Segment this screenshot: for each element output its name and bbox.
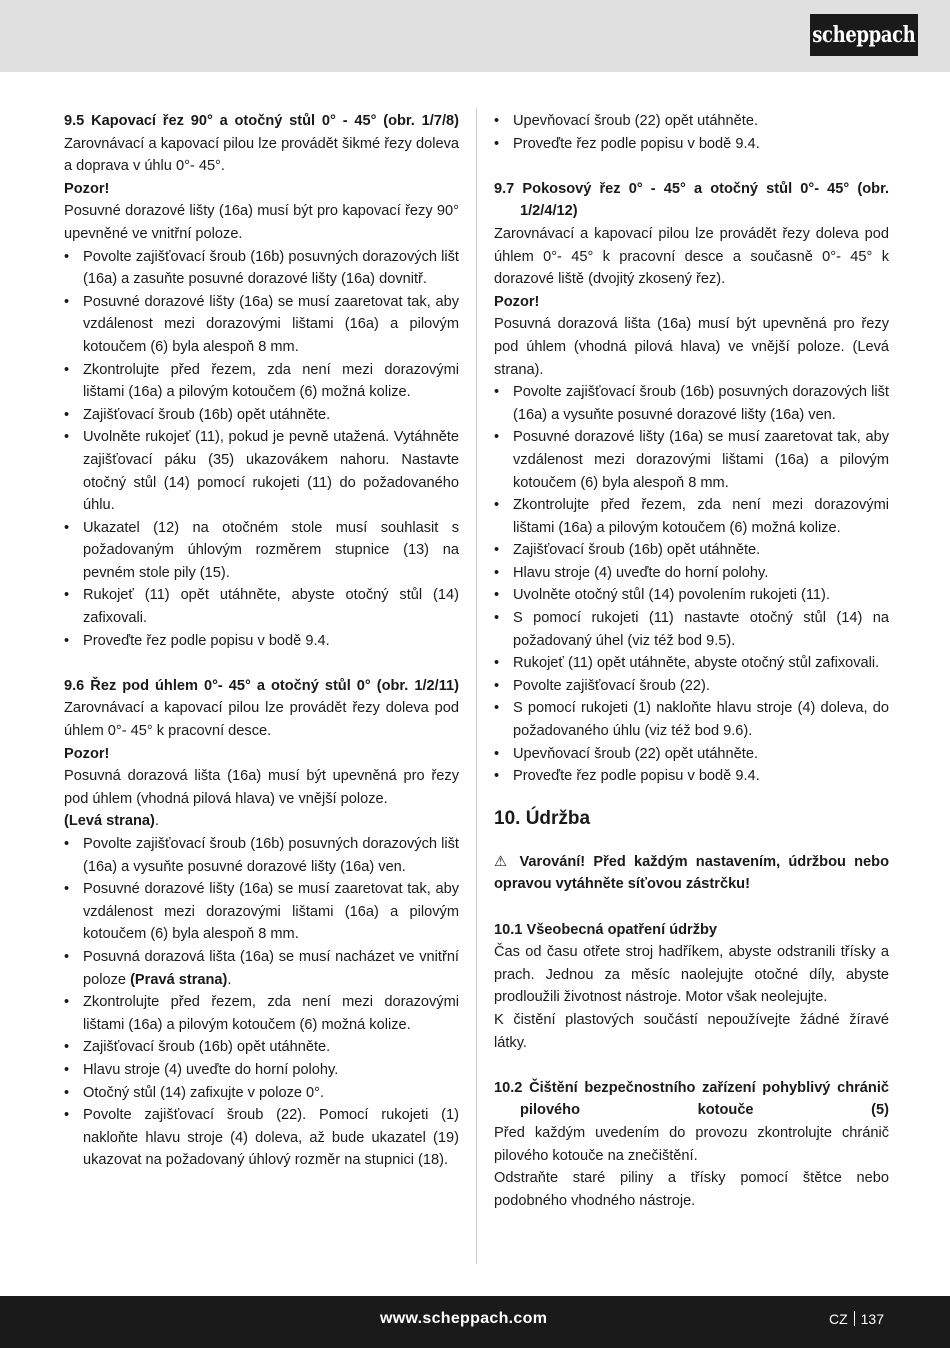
column-divider [476,108,477,1264]
warning-text: Varování! Před každým nastavením, údržbou nebo opravou vytáhněte síťovou zástrčku! [494,853,889,893]
section-9-6-intro: Zarovnávací a kapovací pilou lze provádět řezy doleva pod úhlem 0°- 45° k pracovní desce. [64,700,459,740]
section-9-6-side-note [64,810,459,833]
spacer [64,652,459,675]
section-9-5-intro: Zarovnávací a kapovací pilou lze provádět šikmé řezy doleva a doprava v úhlu 0°- 45°. [64,135,459,175]
section-9-7-caution-label: Pozor! [494,293,540,310]
list-item: • Ukazatel (12) na otočném stole musí souhlasit s požadovaným úhlovým rozměrem stupnice (13) na pevném stole pily (15). [64,517,459,585]
section-9-5-title: 9.5 Kapovací řez 90° a otočný stůl 0° - 45° (obr. 1/7/8) [64,113,459,129]
section-9-7-intro: Zarovnávací a kapovací pilou lze provádět řezy doleva pod úhlem 0°- 45° k pracovní desce a současně 0°- 45° k dorazové liště (dvojitý zkosený řez). [494,225,889,288]
separator [854,1311,855,1326]
left-side-label: (Levá strana) [64,813,155,830]
section-9-5-caution-label: Pozor! [64,180,110,197]
list-item: • Povolte zajišťovací šroub (16b) posuvných dorazových lišt (16a) a vysuňte posuvné dorazové lišty (16a) ven. [494,381,889,426]
section-10-2-paragraph-1: Před každým uvedením do provozu zkontrolujte chránič pilového kotouče na znečištění. [494,1124,889,1164]
list-item: • Posuvné dorazové lišty (16a) se musí zaaretovat tak, aby vzdálenost mezi dorazovými lištami (16a) a pilovým kotoučem (6) byla alespoň 8 mm. [494,426,889,494]
list-item: • Rukojeť (11) opět utáhněte, abyste otočný stůl (14) zafixovali. [64,584,459,629]
page-number: 137 [860,1311,884,1327]
list-item: • Zajišťovací šroub (16b) opět utáhněte. [64,1036,459,1059]
right-side-label: (Pravá strana) [130,971,228,988]
list-item-text-end: . [227,971,232,988]
left-side-dot: . [154,813,159,830]
list-item [64,946,459,991]
list-item: • Povolte zajišťovací šroub (16b) posuvných dorazových lišt (16a) a vysuňte posuvné dorazové lišty (16a) ven. [64,833,459,878]
list-item: • Hlavu stroje (4) uveďte do horní polohy. [494,562,889,585]
left-column [64,110,459,1172]
list-item: • S pomocí rukojeti (11) nastavte otočný stůl (14) na požadovaný úhel (viz též bod 9.5). [494,607,889,652]
brand-logo-text: scheppach [812,22,916,48]
list-item: • Proveďte řez podle popisu v bodě 9.4. [494,133,889,156]
maintenance-warning [494,851,889,896]
list-item: • Rukojeť (11) opět utáhněte, abyste otočný stůl zafixovali. [494,652,889,675]
spacer [494,788,889,801]
list-item: • Zajišťovací šroub (16b) opět utáhněte. [494,539,889,562]
list-item: • Upevňovací šroub (22) opět utáhněte. [494,110,889,133]
list-item: • Upevňovací šroub (22) opět utáhněte. [494,743,889,766]
list-item: • Posuvné dorazové lišty (16a) se musí zaaretovat tak, aby vzdálenost mezi dorazovými lištami (16a) a pilovým kotoučem (6) byla alespoň 8 mm. [64,291,459,359]
chapter-10-title: 10. Údržba [494,807,591,829]
list-item: • Posuvné dorazové lišty (16a) se musí zaaretovat tak, aby vzdálenost mezi dorazovými lištami (16a) a pilovým kotoučem (6) byla alespoň 8 mm. [64,878,459,946]
list-item: • Zkontrolujte před řezem, zda není mezi dorazovými lištami (16a) a pilovým kotoučem (6) možná kolize. [494,494,889,539]
list-item: • Uvolněte rukojeť (11), pokud je pevně utažená. Vytáhněte zajišťovací páku (35) ukazovákem nahoru. Nastavte otočný stůl (14) pomocí rukojeti (11) do požadovaného úhlu. [64,426,459,516]
section-10-1-title: 10.1 Všeobecná opatření údržby [494,921,718,938]
list-item: • Proveďte řez podle popisu v bodě 9.4. [64,630,459,653]
section-9-6-caution-label: Pozor! [64,745,110,762]
list-item: • Hlavu stroje (4) uveďte do horní polohy. [64,1059,459,1082]
spacer [494,155,889,178]
list-item: • Proveďte řez podle popisu v bodě 9.4. [494,765,889,788]
brand-logo [810,14,918,56]
list-item: • Povolte zajišťovací šroub (16b) posuvných dorazových lišt (16a) a zasuňte posuvné dorazové lišty (16a) dovnitř. [64,246,459,291]
section-9-7-title: 9.7 Pokosový řez 0° - 45° a otočný stůl 0°- 45° (obr. 1/2/4/12) [494,180,889,220]
section-9-7-steps [494,381,889,788]
right-column [494,110,889,1212]
section-9-6-title: 9.6 Řez pod úhlem 0°- 45° a otočný stůl 0° (obr. 1/2/11) [64,677,459,694]
section-9-7-caution-text: Posuvná dorazová lišta (16a) musí být upevněná pro řezy pod úhlem (vhodná pilová hlava) ve vnější poloze. (Levá strana). [494,316,889,378]
list-item-text: Posuvná dorazová lišta (16a) se musí nacházet ve vnitřní poloze [83,948,459,988]
spacer [494,1054,889,1077]
section-9-6-steps [64,833,459,1172]
section-10-1-paragraph-1: Čas od času otřete stroj hadříkem, abyste odstranili třísky a prach. Jednou za měsíc naolejujte otočné díly, abyste prodloužili životnost nástroje. Motor však neolejujte. [494,944,889,1006]
list-item: • Zkontrolujte před řezem, zda není mezi dorazovými lištami (16a) a pilovým kotoučem (6) možná kolize. [64,991,459,1036]
section-10-1-paragraph-2: K čistění plastových součástí nepoužívejte žádné žíravé látky. [494,1011,889,1051]
list-item: • Otočný stůl (14) zafixujte v poloze 0°. [64,1082,459,1105]
list-item: • Uvolněte otočný stůl (14) povolením rukojeti (11). [494,584,889,607]
section-9-5-steps [64,246,459,653]
section-9-6-steps-continued [494,110,889,155]
spacer [494,896,889,919]
list-item: • Zajišťovací šroub (16b) opět utáhněte. [64,404,459,427]
section-9-5-caution-text: Posuvné dorazové lišty (16a) musí být pro kapovací řezy 90° upevněné ve vnitřní poloze. [64,203,459,242]
language-code: CZ [828,1311,848,1327]
list-item: • Povolte zajišťovací šroub (22). [494,675,889,698]
list-item: • S pomocí rukojeti (1) nakloňte hlavu stroje (4) doleva, do požadovaného úhlu (viz též bod 9.6). [494,697,889,742]
list-item: • Zkontrolujte před řezem, zda není mezi dorazovými lištami (16a) a pilovým kotoučem (6) možná kolize. [64,359,459,404]
footer-website-link[interactable]: www.scheppach.com [380,1310,548,1327]
section-10-2-title: 10.2 Čištění bezpečnostního zařízení pohyblivý chránič pilového kotouče (5) [494,1079,889,1119]
header-band [0,0,950,72]
section-9-6-caution-text: Posuvná dorazová lišta (16a) musí být upevněná pro řezy pod úhlem (vhodná pilová hlava) ve vnější poloze. [64,768,459,807]
section-10-2-paragraph-2: Odstraňte staré piliny a třísky pomocí štětce nebo podobného vhodného nástroje. [494,1170,889,1209]
warning-triangle-icon: ⚠ [494,853,512,870]
footer-page-info [829,1311,884,1327]
list-item: • Povolte zajišťovací šroub (22). Pomocí rukojeti (1) nakloňte hlavu stroje (4) doleva, až bude ukazatel (19) ukazovat na požadovaný úhlový rozměr na stupnici (18). [64,1104,459,1172]
